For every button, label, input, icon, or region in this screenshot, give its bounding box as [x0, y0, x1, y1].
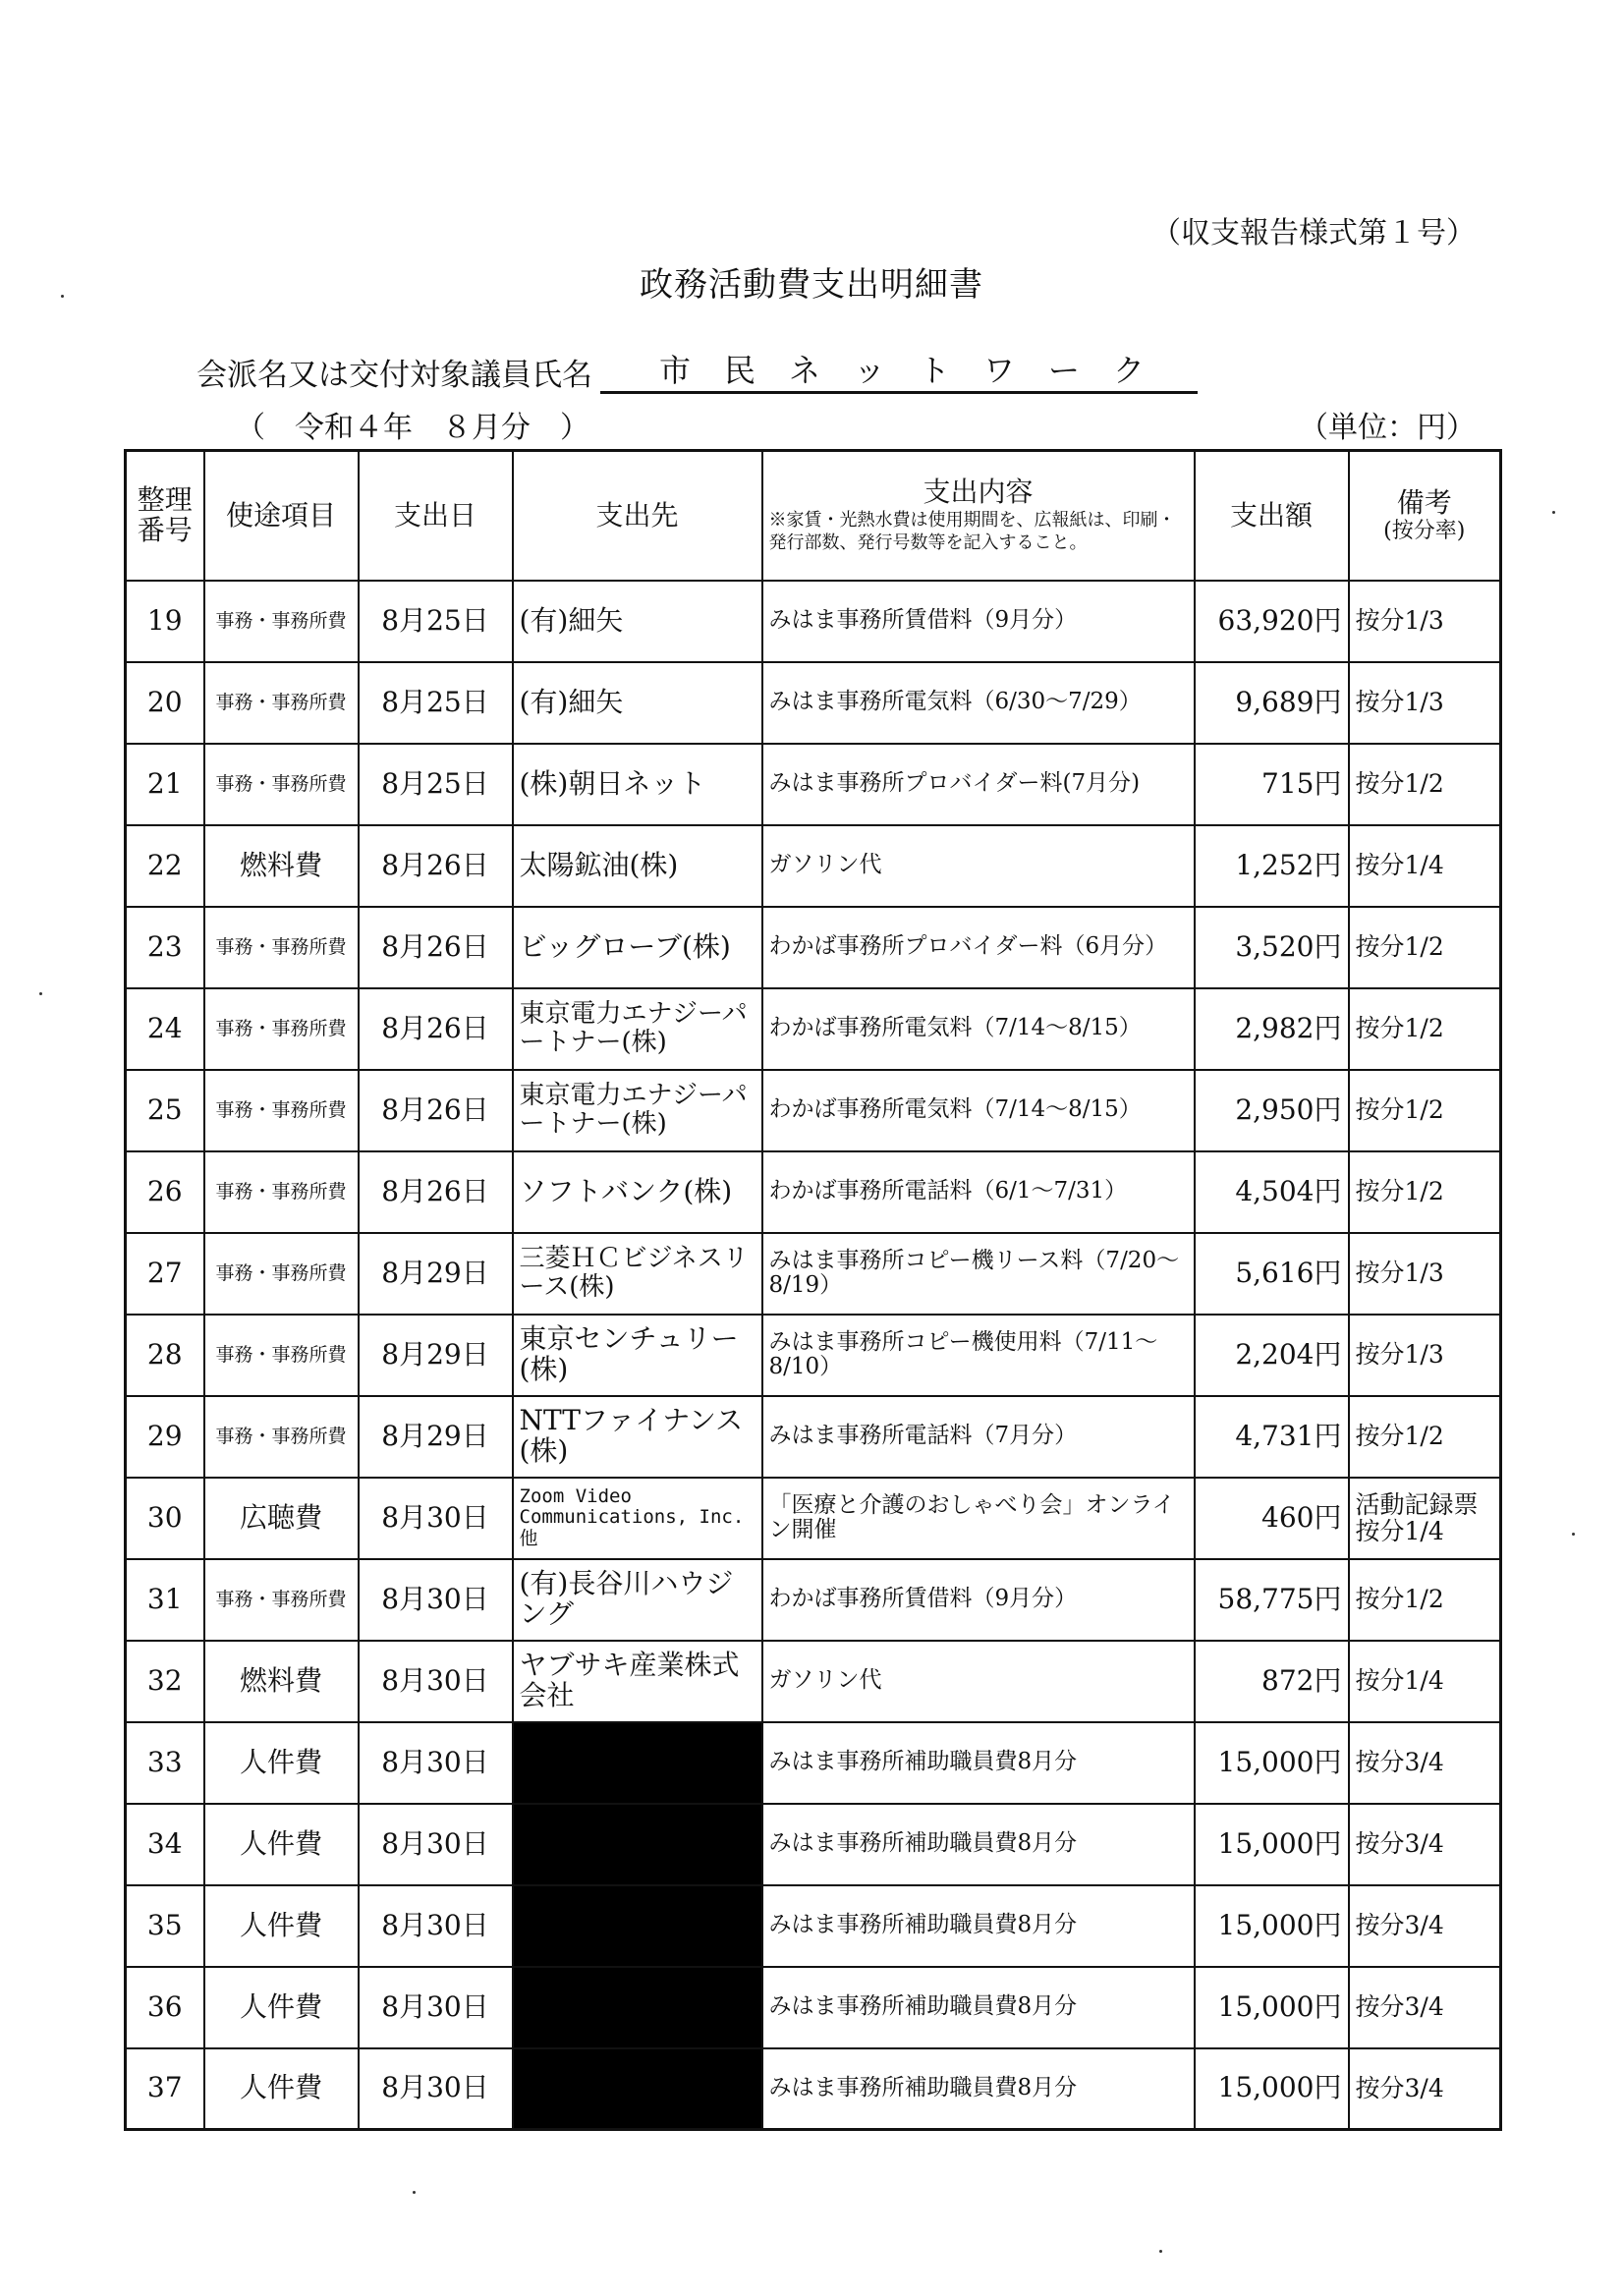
table-row: [126, 1885, 1501, 1967]
row-amount: 872円: [1195, 1641, 1349, 1722]
scan-speck: [39, 992, 42, 995]
row-date: 8月30日: [359, 1967, 513, 2048]
row-description: みはま事務所コピー機使用料（7/11～8/10）: [762, 1315, 1195, 1396]
row-amount: 63,920円: [1195, 581, 1349, 662]
header-amount: 支出額: [1195, 451, 1349, 581]
header-date: 支出日: [359, 451, 513, 581]
row-description: わかば事務所電気料（7/14～8/15）: [762, 988, 1195, 1070]
redacted-payee: [513, 1885, 762, 1967]
table-row: [126, 1315, 1501, 1396]
row-payee: 三菱ＨＣビジネスリース(株): [513, 1233, 762, 1315]
row-amount: 2,950円: [1195, 1070, 1349, 1151]
row-remarks: 按分1/3: [1349, 662, 1501, 744]
row-description: みはま事務所コピー機リース料（7/20～8/19）: [762, 1233, 1195, 1315]
row-payee: 太陽鉱油(株): [513, 825, 762, 907]
header-category: 使途項目: [204, 451, 359, 581]
row-category: 事務・事務所費: [204, 988, 359, 1070]
table-row: [126, 2048, 1501, 2130]
row-amount: 3,520円: [1195, 907, 1349, 988]
header-description-label: 支出内容: [923, 476, 1034, 509]
row-remarks: 按分1/2: [1349, 744, 1501, 825]
row-amount: 9,689円: [1195, 662, 1349, 744]
table-row: [126, 1478, 1501, 1559]
row-description: みはま事務所補助職員費8月分: [762, 1722, 1195, 1804]
row-description: わかば事務所プロバイダー料（6月分）: [762, 907, 1195, 988]
row-amount: 2,982円: [1195, 988, 1349, 1070]
row-remarks: 按分3/4: [1349, 1804, 1501, 1885]
row-number: 28: [126, 1315, 204, 1396]
group-name: 市民ネットワーク: [600, 346, 1198, 394]
row-description: わかば事務所電話料（6/1～7/31）: [762, 1151, 1195, 1233]
header-description: [762, 451, 1195, 581]
row-description: みはま事務所補助職員費8月分: [762, 1804, 1195, 1885]
table-row: [126, 1641, 1501, 1722]
row-remarks: 按分1/2: [1349, 1070, 1501, 1151]
row-amount: 15,000円: [1195, 2048, 1349, 2130]
row-description: みはま事務所補助職員費8月分: [762, 1967, 1195, 2048]
row-number: 32: [126, 1641, 204, 1722]
row-payee: ソフトバンク(株): [513, 1151, 762, 1233]
row-amount: 715円: [1195, 744, 1349, 825]
row-payee: ヤブサキ産業株式会社: [513, 1641, 762, 1722]
row-number: 29: [126, 1396, 204, 1478]
row-number: 33: [126, 1722, 204, 1804]
redacted-payee: [513, 2048, 762, 2130]
row-description: みはま事務所電気料（6/30～7/29）: [762, 662, 1195, 744]
row-amount: 4,731円: [1195, 1396, 1349, 1478]
table-header-row: [126, 451, 1501, 581]
row-description: みはま事務所補助職員費8月分: [762, 2048, 1195, 2130]
row-remarks: 按分1/3: [1349, 581, 1501, 662]
table-body: [126, 581, 1501, 2130]
row-category: 事務・事務所費: [204, 1070, 359, 1151]
row-number: 37: [126, 2048, 204, 2130]
row-date: 8月26日: [359, 1070, 513, 1151]
scan-speck: [61, 295, 64, 298]
table-row: [126, 1559, 1501, 1641]
row-amount: 5,616円: [1195, 1233, 1349, 1315]
row-description: みはま事務所賃借料（9月分）: [762, 581, 1195, 662]
row-payee: NTTファイナンス(株): [513, 1396, 762, 1478]
form-number: （収支報告様式第１号）: [1151, 216, 1476, 251]
header-no: 整理番号: [126, 451, 204, 581]
row-payee: (株)朝日ネット: [513, 744, 762, 825]
row-amount: 4,504円: [1195, 1151, 1349, 1233]
row-category: 事務・事務所費: [204, 1233, 359, 1315]
row-amount: 15,000円: [1195, 1722, 1349, 1804]
row-amount: 15,000円: [1195, 1804, 1349, 1885]
row-date: 8月30日: [359, 1478, 513, 1559]
row-date: 8月26日: [359, 988, 513, 1070]
table-row: [126, 581, 1501, 662]
row-payee: ビッグローブ(株): [513, 907, 762, 988]
row-number: 31: [126, 1559, 204, 1641]
reporting-period: （ 令和４年 ８月分 ）: [236, 411, 589, 445]
row-date: 8月26日: [359, 825, 513, 907]
row-remarks: 按分1/4: [1349, 1641, 1501, 1722]
table-row: [126, 1967, 1501, 2048]
row-category: 燃料費: [204, 825, 359, 907]
row-number: 20: [126, 662, 204, 744]
table-row: [126, 1070, 1501, 1151]
row-description: わかば事務所電気料（7/14～8/15）: [762, 1070, 1195, 1151]
row-remarks: 按分3/4: [1349, 2048, 1501, 2130]
header-remarks: [1349, 451, 1501, 581]
row-remarks: 按分1/2: [1349, 1151, 1501, 1233]
row-remarks: 按分1/2: [1349, 1559, 1501, 1641]
row-amount: 15,000円: [1195, 1885, 1349, 1967]
header-remarks-label: 備考: [1396, 486, 1452, 519]
row-number: 34: [126, 1804, 204, 1885]
row-remarks: 按分3/4: [1349, 1722, 1501, 1804]
row-amount: 15,000円: [1195, 1967, 1349, 2048]
redacted-payee: [513, 1722, 762, 1804]
row-number: 25: [126, 1070, 204, 1151]
row-description: ガソリン代: [762, 1641, 1195, 1722]
row-description: みはま事務所電話料（7月分）: [762, 1396, 1195, 1478]
table-row: [126, 662, 1501, 744]
row-remarks: 按分3/4: [1349, 1885, 1501, 1967]
expense-table: [124, 449, 1502, 2131]
row-date: 8月30日: [359, 2048, 513, 2130]
row-date: 8月30日: [359, 1885, 513, 1967]
row-amount: 460円: [1195, 1478, 1349, 1559]
table-row: [126, 1396, 1501, 1478]
table-row: [126, 1804, 1501, 1885]
row-category: 事務・事務所費: [204, 1396, 359, 1478]
row-payee: 東京センチュリー(株): [513, 1315, 762, 1396]
table-row: [126, 1233, 1501, 1315]
table-row: [126, 825, 1501, 907]
row-category: 人件費: [204, 1722, 359, 1804]
row-date: 8月30日: [359, 1722, 513, 1804]
table-row: [126, 1722, 1501, 1804]
row-date: 8月25日: [359, 662, 513, 744]
table-row: [126, 1151, 1501, 1233]
row-category: 広聴費: [204, 1478, 359, 1559]
row-description: 「医療と介護のおしゃべり会」オンライン開催: [762, 1478, 1195, 1559]
row-date: 8月30日: [359, 1804, 513, 1885]
scan-speck: [1159, 2250, 1162, 2253]
row-category: 人件費: [204, 1885, 359, 1967]
group-row: [196, 346, 1198, 394]
row-category: 事務・事務所費: [204, 744, 359, 825]
table-row: [126, 907, 1501, 988]
redacted-payee: [513, 1804, 762, 1885]
scan-speck: [1572, 1533, 1575, 1536]
row-date: 8月26日: [359, 1151, 513, 1233]
document-title: 政務活動費支出明細書: [640, 265, 983, 305]
row-description: みはま事務所プロバイダー料(7月分): [762, 744, 1195, 825]
row-date: 8月25日: [359, 581, 513, 662]
row-description: わかば事務所賃借料（9月分）: [762, 1559, 1195, 1641]
row-remarks: 按分1/3: [1349, 1315, 1501, 1396]
row-payee: (有)細矢: [513, 581, 762, 662]
row-remarks: 活動記録票 按分1/4: [1349, 1478, 1501, 1559]
row-number: 30: [126, 1478, 204, 1559]
row-category: 事務・事務所費: [204, 1315, 359, 1396]
row-date: 8月29日: [359, 1396, 513, 1478]
table-row: [126, 744, 1501, 825]
row-number: 22: [126, 825, 204, 907]
row-date: 8月29日: [359, 1315, 513, 1396]
row-remarks: 按分1/2: [1349, 988, 1501, 1070]
row-description: みはま事務所補助職員費8月分: [762, 1885, 1195, 1967]
row-category: 事務・事務所費: [204, 1151, 359, 1233]
row-payee: 東京電力エナジーパートナー(株): [513, 1070, 762, 1151]
row-payee: 東京電力エナジーパートナー(株): [513, 988, 762, 1070]
row-number: 26: [126, 1151, 204, 1233]
table-row: [126, 988, 1501, 1070]
row-amount: 58,775円: [1195, 1559, 1349, 1641]
row-remarks: 按分1/3: [1349, 1233, 1501, 1315]
row-category: 事務・事務所費: [204, 662, 359, 744]
row-remarks: 按分3/4: [1349, 1967, 1501, 2048]
row-amount: 2,204円: [1195, 1315, 1349, 1396]
header-remarks-sub: (按分率): [1383, 519, 1466, 544]
row-category: 燃料費: [204, 1641, 359, 1722]
row-remarks: 按分1/4: [1349, 825, 1501, 907]
row-payee: Zoom Video Communications, Inc.他: [513, 1478, 762, 1559]
row-category: 事務・事務所費: [204, 1559, 359, 1641]
row-date: 8月30日: [359, 1641, 513, 1722]
row-number: 21: [126, 744, 204, 825]
redacted-payee: [513, 1967, 762, 2048]
scan-speck: [1552, 511, 1555, 514]
row-date: 8月25日: [359, 744, 513, 825]
row-description: ガソリン代: [762, 825, 1195, 907]
row-amount: 1,252円: [1195, 825, 1349, 907]
row-number: 19: [126, 581, 204, 662]
row-date: 8月30日: [359, 1559, 513, 1641]
header-payee: 支出先: [513, 451, 762, 581]
row-remarks: 按分1/2: [1349, 1396, 1501, 1478]
row-remarks: 按分1/2: [1349, 907, 1501, 988]
row-number: 27: [126, 1233, 204, 1315]
row-category: 人件費: [204, 2048, 359, 2130]
row-category: 事務・事務所費: [204, 581, 359, 662]
group-label: 会派名又は交付対象議員氏名: [196, 358, 592, 393]
row-category: 事務・事務所費: [204, 907, 359, 988]
row-payee: (有)細矢: [513, 662, 762, 744]
row-number: 24: [126, 988, 204, 1070]
row-date: 8月26日: [359, 907, 513, 988]
row-category: 人件費: [204, 1804, 359, 1885]
row-category: 人件費: [204, 1967, 359, 2048]
row-payee: (有)長谷川ハウジング: [513, 1559, 762, 1641]
row-date: 8月29日: [359, 1233, 513, 1315]
header-description-note: ※家賃・光熱水費は使用期間を、広報紙は、印刷・発行部数、発行号数等を記入すること。: [768, 510, 1176, 553]
row-number: 36: [126, 1967, 204, 2048]
row-number: 35: [126, 1885, 204, 1967]
scan-speck: [413, 2191, 416, 2194]
row-number: 23: [126, 907, 204, 988]
unit-label: （単位：円）: [1299, 411, 1476, 445]
